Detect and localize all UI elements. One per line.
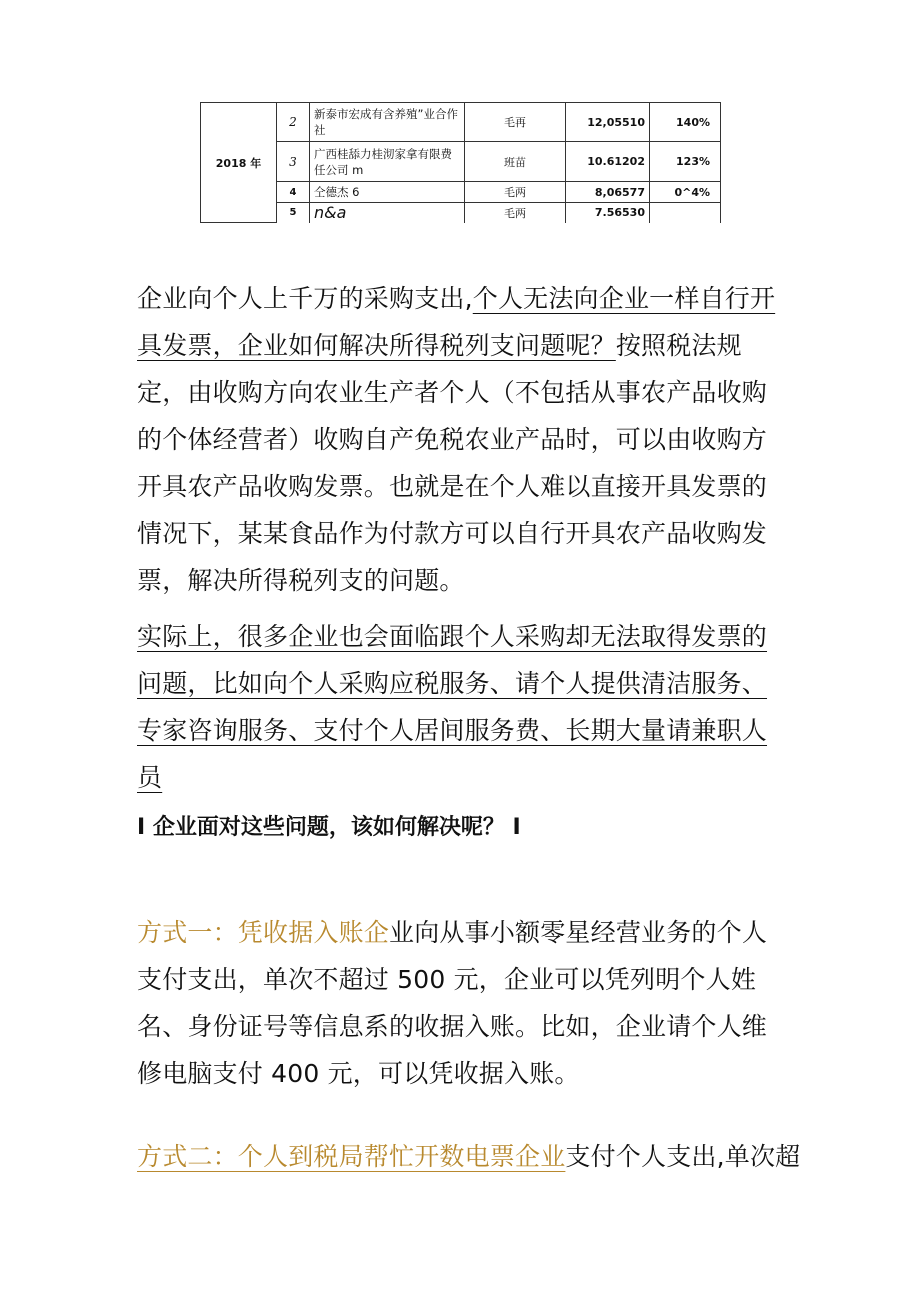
supplier-name: 新泰市宏成有含养殖”业合作社: [310, 103, 465, 142]
p2-underlined: 实际上，很多企业也会面临跟个人采购却无法取得发票的问题，比如向个人采购应税服务、请个人提供清洁服务、专家咨询服务、支付个人居间服务费、长期大量请兼职人员: [137, 622, 768, 792]
percentage: 0^4%: [650, 182, 721, 203]
table-row: [201, 103, 721, 142]
row-number: 4: [277, 182, 310, 203]
percentage: 123%: [650, 142, 721, 182]
method-one-paragraph: [137, 909, 789, 1097]
table-row: [201, 203, 721, 223]
percentage: 140%: [650, 103, 721, 142]
amount: 8,06577: [566, 182, 650, 203]
method-one-label: 方式一：凭收据入账: [137, 918, 364, 947]
table-row: [201, 182, 721, 203]
supplier-table: [200, 102, 721, 223]
p1-plain: 企业向个人上千万的采购支出,: [137, 284, 473, 313]
product-type: 毛再: [465, 103, 566, 142]
product-type: 班苗: [465, 142, 566, 182]
supplier-name: n&a: [310, 203, 465, 223]
p1-rest: 按照税法规定，由收购方向农业生产者个人（不包括从事农产品收购的个体经营者）收购自产免税农业产品时，可以由收购方开具农产品收购发票。也就是在个人难以直接开具发票的情况下，某某食品作为付款方可以自行开具农产品收购发票，解决所得税列支的问题。: [137, 331, 768, 595]
product-type: 毛两: [465, 203, 566, 223]
paragraph-other-cases: [137, 613, 789, 801]
row-number: 5: [277, 203, 310, 223]
amount: 10.61202: [566, 142, 650, 182]
table-row: [201, 142, 721, 182]
heading-text: 企业面对这些问题，该如何解决呢？: [152, 815, 505, 840]
p1-underlined: 个人无法向企业一样自行开具发票，企业如何解决所得税列支问题呢？: [137, 284, 776, 360]
heading-bar-right: I: [512, 815, 521, 840]
supplier-name: 仝德杰 6: [310, 182, 465, 203]
method-two-paragraph: [137, 1133, 801, 1180]
method-one-gold-tail: 企: [363, 918, 390, 947]
method-two-label: 方式二：个人到税局帮忙开数电票企业: [137, 1142, 566, 1171]
year-cell: 2018 年: [201, 103, 277, 223]
supplier-name: 广西桂舔力桂沏家拿有限费任公司 m: [310, 142, 465, 182]
row-number: 2: [277, 103, 310, 142]
method-two-text: 支付个人支出,单次超: [565, 1142, 801, 1171]
method-one-text: 业向从事小额零星经营业务的个人支付支出，单次不超过 500 元，企业可以凭列明个人姓名、身份证号等信息系的收据入账。比如，企业请个人维修电脑支付 400 元，可以凭收据入账。: [137, 918, 768, 1088]
amount: 7.56530: [566, 203, 650, 223]
section-heading: [137, 808, 521, 848]
paragraph-invoice-issue: [137, 275, 789, 604]
heading-bar-left: I: [137, 815, 146, 840]
row-number: 3: [277, 142, 310, 182]
amount: 12,05510: [566, 103, 650, 142]
percentage: [650, 203, 721, 223]
product-type: 毛两: [465, 182, 566, 203]
